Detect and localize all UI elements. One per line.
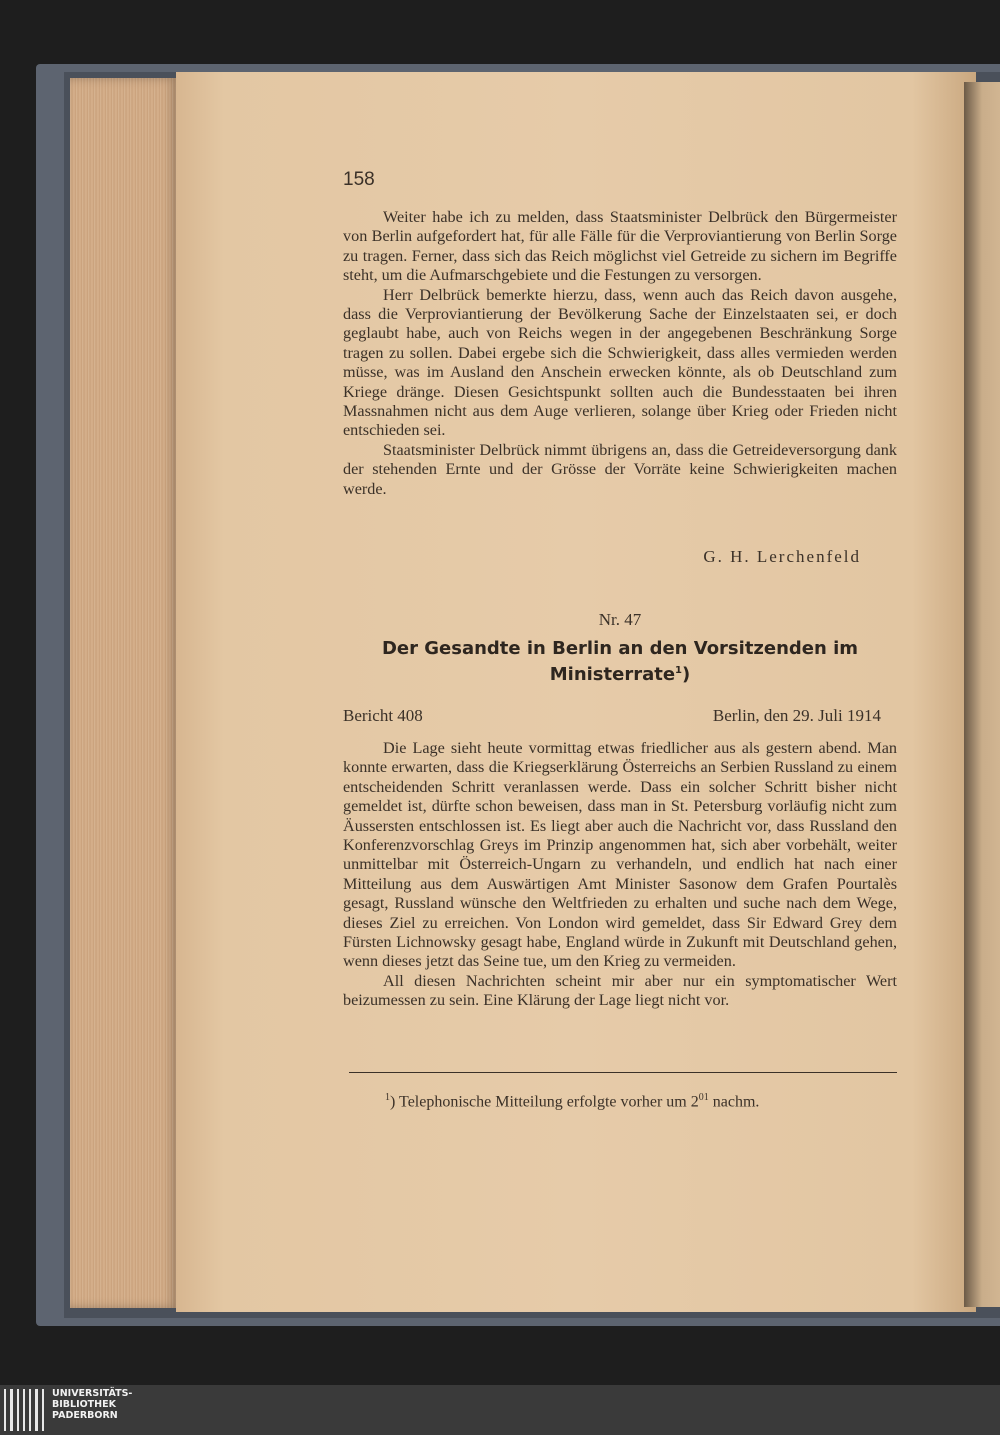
paragraph: Weiter habe ich zu melden, dass Staatsminister Delbrück den Bürgermeister von Berlin aufgefordert hat, für alle Fälle für die Verproviantierung von Berlin Sorge zu tragen. Ferner, dass sich das Reich möglichst viel Getreide zu sichern im Begriffe steht, um die Aufmarschgebiete und die Festungen zu versorgen.	[343, 208, 897, 285]
library-footer	[0, 1385, 1000, 1435]
report-label: Bericht 408	[343, 706, 423, 725]
paragraph: All diesen Nachrichten scheint mir aber nur ein symptomatischer Wert beizumessen zu sein. Eine Klärung der Lage liegt nicht vor.	[343, 971, 897, 1010]
page-gutter	[964, 82, 1000, 1307]
logo-line: UNIVERSITÄTS-	[52, 1388, 133, 1399]
footnote-tail: nachm.	[712, 1093, 760, 1111]
library-logo-icon	[4, 1389, 44, 1431]
heading-line-2: Ministerrate$^1$)	[549, 664, 691, 685]
footnote: $^1$) Telephonische Mitteilung erfolgte vorher um $2^{01}$ nachm.	[385, 1092, 760, 1111]
logo-line: PADERBORN	[52, 1410, 118, 1421]
document-heading	[343, 638, 897, 686]
footnote-time-sup: 01	[698, 1092, 709, 1103]
heading-line-2-text: Ministerrate	[549, 664, 676, 685]
heading-line-1: Der Gesandte in Berlin an den Vorsitzenden im	[381, 638, 859, 659]
report-date: Berlin, den 29. Juli 1914	[712, 706, 881, 725]
page-number: 158	[343, 169, 375, 190]
paragraph: Die Lage sieht heute vormittag etwas friedlicher aus als gestern abend. Man konnte erwarten, dass die Kriegserklärung Österreichs an Serbien Russland zu einem entscheidenden Schritt veranlassen werde. Dass ein solcher Schritt bisher nicht gemeldet ist, dürfte schon beweisen, dass man in St. Petersburg vorläufig nicht zum Äussersten entschlossen ist. Es liegt aber auch die Nachricht vor, dass Russland den Konferenzvorschlag Greys im Prinzip angenommen hat, sich aber vorbehält, weiter unmittelbar mit Österreich-Ungarn zu verhandeln, und endlich hat nach einer Mitteilung aus dem Auswärtigen Amt Minister Sasonow dem Grafen Pourtalès gesagt, Russland wünsche den Weltfrieden zu erhalten und suche nach dem Wege, dieses Ziel zu erreichen. Von London wird gemeldet, dass Sir Edward Grey dem Fürsten Lichnowsky gesagt habe, England würde in Zukunft mit Deutschland gehen, wenn dieses jetzt das Seine tue, um den Krieg zu vermeiden.	[343, 739, 897, 971]
footnote-mark: 1	[385, 1092, 390, 1103]
body-section-1	[343, 208, 897, 499]
signature: G. H. Lerchenfeld	[703, 547, 861, 566]
paragraph: Staatsminister Delbrück nimmt übrigens an, dass die Getreideversorgung dank der stehenden Ernte und der Grösse der Vorräte keine Schwierigkeiten machen werde.	[343, 440, 897, 498]
paragraph: Herr Delbrück bemerkte hierzu, dass, wenn auch das Reich davon ausgehe, dass die Verproviantierung der Bevölkerung Sache der Einzelstaaten sei, er doch geglaubt habe, auch von Reichs wegen in der angegebenen Beschränkung Sorge tragen zu sollen. Dabei ergebe sich die Schwierigkeit, dass alles vermieden werden müsse, was im Ausland den Anschein erwecken könnte, als ob Deutschland zum Kriege dränge. Diesen Gesichtspunkt sollten auch die Bundesstaaten bei ihren Massnahmen nicht aus dem Auge verlieren, solange über Krieg oder Frieden nicht entschieden sei.	[343, 285, 897, 440]
body-section-2	[343, 739, 897, 1011]
footnote-text: Telephonische Mitteilung erfolgte vorher um 2	[399, 1093, 699, 1111]
footnote-rule	[349, 1072, 897, 1073]
document-number: Nr. 47	[598, 610, 642, 629]
logo-line: BIBLIOTHEK	[52, 1399, 116, 1410]
heading-footnote-mark: 1	[675, 665, 683, 676]
library-logo-text	[52, 1388, 132, 1421]
page-edges	[70, 78, 178, 1308]
